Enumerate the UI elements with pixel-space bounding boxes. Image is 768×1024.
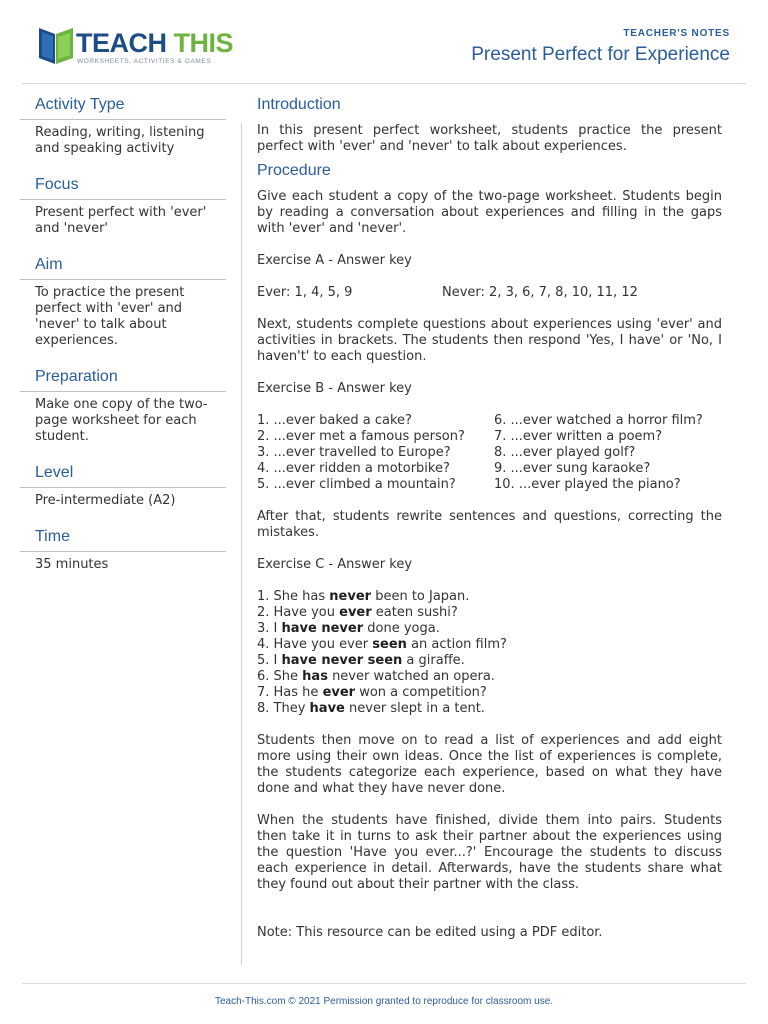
activity-type-text: Reading, writing, listening and speaking activity — [35, 125, 205, 156]
introduction-heading: Introduction — [257, 96, 341, 113]
exercise-c-item: 2. Have you ever eaten sushi? — [257, 605, 458, 620]
exercise-c-item: 6. She has never watched an opera. — [257, 669, 495, 684]
time-section — [20, 527, 226, 577]
exercise-b-item: 5. ...ever climbed a mountain? — [257, 477, 456, 492]
open-book-icon — [36, 24, 76, 68]
preparation-text: Make one copy of the two-page worksheet for each student. — [35, 397, 208, 444]
activity-type-heading: Activity Type — [20, 95, 226, 120]
exercise-a-ever: Ever: 1, 4, 5, 9 — [257, 285, 353, 300]
exercise-c-item: 5. I have never seen a giraffe. — [257, 653, 465, 668]
focus-text: Present perfect with 'ever' and 'never' — [35, 205, 207, 236]
procedure-paragraph-5: When the students have finished, divide them into pairs. Students then take it in turns to ask their partner about the experiences using the question 'Have you ever...?' Encourage the students to discuss each experience in detail. Afterwards, have the students share what they found out about their partner with the class. — [257, 813, 722, 892]
exercise-b-column-1 — [257, 413, 494, 493]
procedure-paragraph-3: After that, students rewrite sentences and questions, correcting the mistakes. — [257, 509, 722, 540]
exercise-c-item: 7. Has he ever won a competition? — [257, 685, 487, 700]
exercise-a-never: Never: 2, 3, 6, 7, 8, 10, 11, 12 — [442, 285, 638, 300]
exercise-b-item: 1. ...ever baked a cake? — [257, 413, 412, 428]
time-heading: Time — [20, 527, 226, 552]
exercise-b-item: 8. ...ever played golf? — [494, 445, 636, 460]
page-title: Present Perfect for Experience — [471, 44, 730, 65]
activity-type-section — [20, 95, 226, 161]
procedure-heading: Procedure — [257, 162, 331, 179]
teach-this-logo — [36, 24, 234, 70]
exercise-a-title: Exercise A - Answer key — [257, 253, 412, 268]
procedure-paragraph-2: Next, students complete questions about experiences using 'ever' and activities in brackets. The students then respond 'Yes, I have' or 'No, I haven't' to each question. — [257, 317, 722, 364]
preparation-heading: Preparation — [20, 367, 226, 392]
focus-heading: Focus — [20, 175, 226, 200]
exercise-b-item: 10. ...ever played the piano? — [494, 477, 681, 492]
time-text: 35 minutes — [35, 557, 109, 572]
exercise-a-answers — [257, 285, 722, 301]
exercise-b-item: 2. ...ever met a famous person? — [257, 429, 465, 444]
procedure-paragraph-4: Students then move on to read a list of experiences and add eight more using their own ideas. Once the list of experiences is complete, the students categorize each experience, based on what they have done and what they have never done. — [257, 733, 722, 796]
exercise-b-title: Exercise B - Answer key — [257, 381, 412, 396]
main-content — [257, 95, 722, 941]
introduction-text: In this present perfect worksheet, students practice the present perfect with 'ever' and 'never' to talk about experiences. — [257, 123, 722, 154]
logo-word-this: THIS — [173, 28, 234, 58]
exercise-c-answers — [257, 589, 722, 717]
level-heading: Level — [20, 463, 226, 488]
editing-note: Note: This resource can be edited using a PDF editor. — [257, 925, 603, 940]
sidebar — [20, 95, 226, 591]
exercise-b-item: 7. ...ever written a poem? — [494, 429, 663, 444]
exercise-b-answers — [257, 413, 722, 493]
exercise-b-item: 6. ...ever watched a horror film? — [494, 413, 703, 428]
exercise-c-title: Exercise C - Answer key — [257, 557, 413, 572]
aim-section — [20, 255, 226, 353]
logo-tagline: WORKSHEETS, ACTIVITIES & GAMES — [77, 58, 212, 65]
focus-section — [20, 175, 226, 241]
aim-heading: Aim — [20, 255, 226, 280]
column-divider — [241, 123, 242, 965]
exercise-b-item: 3. ...ever travelled to Europe? — [257, 445, 451, 460]
exercise-c-item: 8. They have never slept in a tent. — [257, 701, 485, 716]
footer-divider — [22, 983, 746, 984]
page-header — [0, 0, 768, 84]
procedure-paragraph-1: Give each student a copy of the two-page worksheet. Students begin by reading a conversation about experiences and filling in the gaps with 'ever' and 'never'. — [257, 189, 722, 236]
exercise-c-item: 4. Have you ever seen an action film? — [257, 637, 507, 652]
exercise-b-item: 9. ...ever sung karaoke? — [494, 461, 651, 476]
exercise-c-item: 1. She has never been to Japan. — [257, 589, 470, 604]
footer-copyright: Teach-This.com © 2021 Permission granted to reproduce for classroom use. — [214, 996, 554, 1007]
logo-wordmark — [76, 28, 233, 59]
exercise-c-item: 3. I have never done yoga. — [257, 621, 440, 636]
exercise-b-column-2 — [494, 413, 703, 493]
aim-text: To practice the present perfect with 'ever' and 'never' to talk about experiences. — [35, 285, 185, 348]
header-divider — [22, 83, 746, 84]
preparation-section — [20, 367, 226, 449]
exercise-b-item: 4. ...ever ridden a motorbike? — [257, 461, 450, 476]
level-text: Pre-intermediate (A2) — [35, 493, 176, 508]
teachers-notes-label: TEACHER'S NOTES — [623, 28, 730, 39]
level-section — [20, 463, 226, 513]
logo-word-teach: TEACH — [76, 28, 167, 58]
